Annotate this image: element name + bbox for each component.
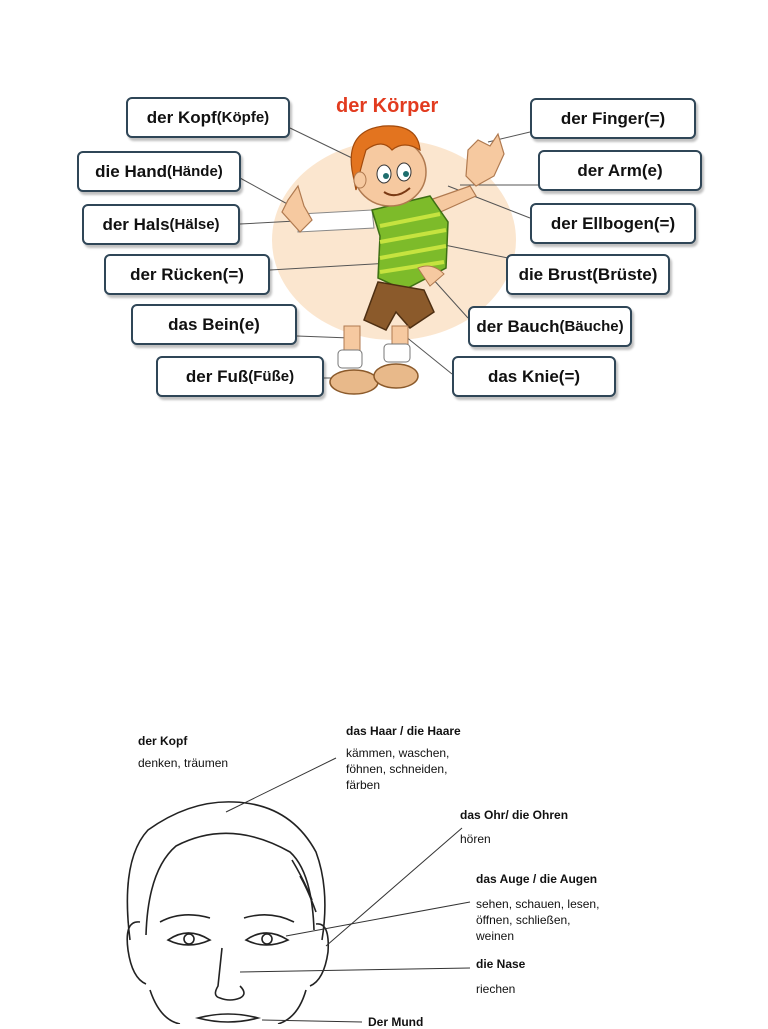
- face-haar-verbs: kämmen, waschen, föhnen, schneiden, färben: [346, 746, 450, 792]
- face-pointer-lines: [226, 758, 470, 1022]
- left-iris: [184, 934, 194, 944]
- ear: [354, 172, 366, 188]
- left-leg: [344, 326, 360, 352]
- right-sock: [384, 344, 410, 362]
- face-kopf-verbs: denken, träumen: [138, 756, 229, 770]
- face-haar-noun: das Haar / die Haare: [346, 724, 461, 738]
- label-knie: das Knie (=): [452, 356, 616, 397]
- right-eye: [246, 933, 288, 945]
- label-brust: die Brust (Brüste): [506, 254, 670, 295]
- right-eyebrow: [244, 915, 294, 922]
- label-bein: das Bein (e): [131, 304, 297, 345]
- label-fuss: der Fuß (Füße): [156, 356, 324, 397]
- face-auge-verbs: sehen, schauen, lesen, öffnen, schließen, weinen: [476, 897, 600, 943]
- right-hand: [466, 134, 504, 186]
- label-bauch: der Bauch (Bäuche): [468, 306, 632, 347]
- face-nase-verbs: riechen: [476, 982, 516, 996]
- right-jaw: [278, 990, 306, 1024]
- right-pupil: [403, 171, 409, 177]
- right-ear: [310, 924, 328, 986]
- label-ellbogen: der Ellbogen (=): [530, 203, 696, 244]
- left-shoe: [330, 370, 378, 394]
- mouth: [198, 1014, 258, 1022]
- label-arm: der Arm (e): [538, 150, 702, 191]
- right-iris: [262, 934, 272, 944]
- left-eye: [168, 933, 210, 945]
- nose: [215, 948, 244, 1000]
- hair-strand: [300, 876, 316, 912]
- label-hand: die Hand (Hände): [77, 151, 241, 192]
- left-pupil: [383, 173, 389, 179]
- label-kopf: der Kopf (Köpfe): [126, 97, 290, 138]
- body-chart-title: der Körper: [336, 95, 439, 117]
- label-finger: der Finger (=): [530, 98, 696, 139]
- left-jaw: [150, 990, 180, 1024]
- right-shoe: [374, 364, 418, 388]
- face-ohr-noun: das Ohr/ die Ohren: [460, 808, 569, 822]
- head-outline: [127, 802, 325, 940]
- face-kopf-noun: der Kopf: [138, 734, 188, 748]
- label-ruecken: der Rücken (=): [104, 254, 270, 295]
- left-eyebrow: [160, 915, 210, 922]
- left-ear: [127, 922, 146, 984]
- face-mund-noun: Der Mund: [368, 1015, 424, 1029]
- face-auge-noun: das Auge / die Augen: [476, 872, 598, 886]
- face-nase-noun: die Nase: [476, 957, 526, 971]
- hair-strand: [292, 860, 312, 900]
- left-sock: [338, 350, 362, 368]
- face-ohr-verbs: hören: [460, 832, 491, 846]
- label-hals: der Hals (Hälse): [82, 204, 240, 245]
- hairline: [146, 833, 314, 935]
